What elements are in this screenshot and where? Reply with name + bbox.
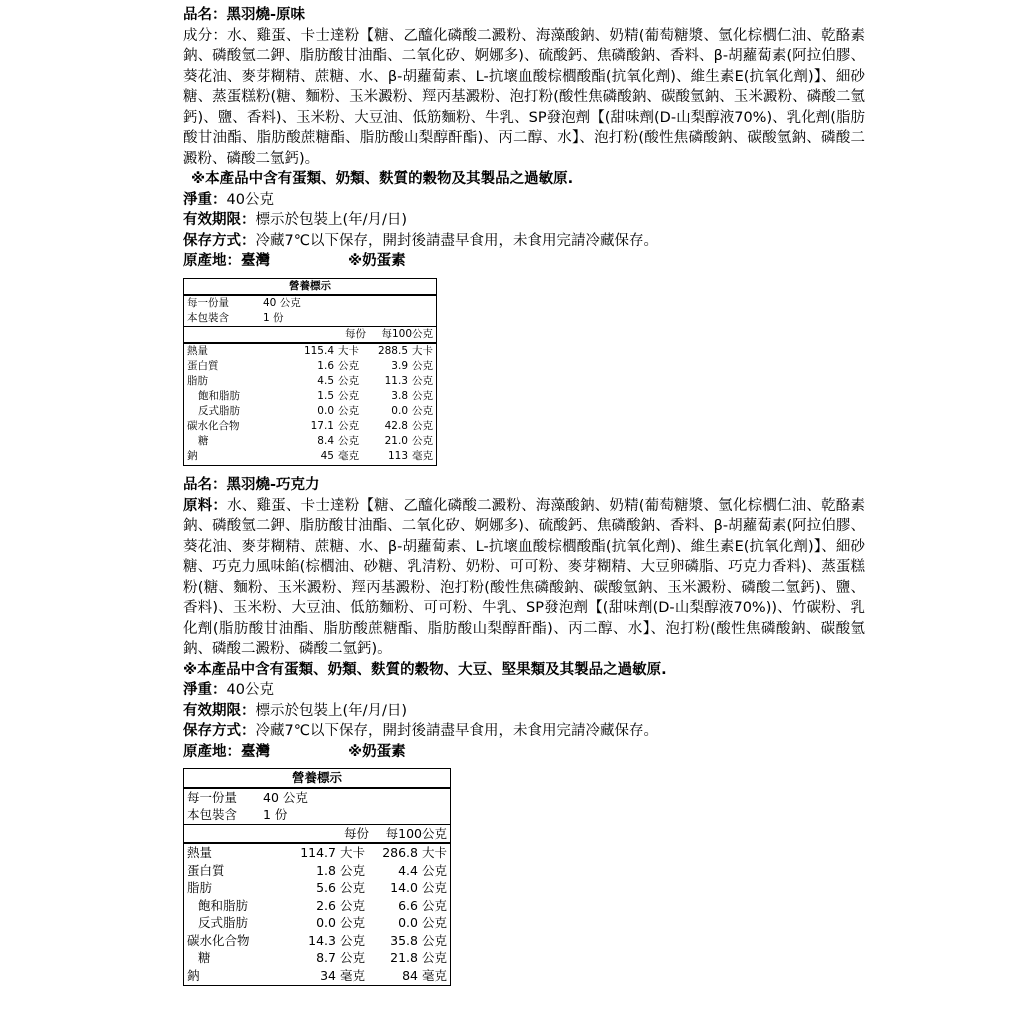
servings-per-pack-row: 本包裝含 1 份: [184, 806, 450, 825]
per-serving-unit: 公克: [338, 389, 359, 402]
product-name: 品名：黑羽燒-巧克力: [183, 477, 320, 493]
nutrition-row: [184, 897, 450, 915]
ingredients: 原料：水、雞蛋、卡士達粉【糖、乙醯化磷酸二澱粉、海藻酸鈉、奶精(葡萄糖漿、氫化棕櫚仁油、乾酪素鈉、磷酸氫二鉀、脂肪酸甘油酯、二氧化矽、婀娜多)、硫酸鈣、焦磷酸鈉、香料、β-胡蘿蔔素(阿拉伯膠、葵花油、麥芽糊精、蔗糖、水、β-胡蘿蔔素、L-抗壞血酸棕櫚酸酯(抗氧化劑)、維生素E(抗氧化劑)】、細砂糖、巧克力風味餡(棕櫚油、砂糖、乳清粉、奶粉、可可粉、麥芽糊精、大豆卵磷脂、巧克力香料)、蒸蛋糕粉(糖、麵粉、玉米澱粉、羥丙基澱粉、泡打粉(酸性焦磷酸鈉、碳酸氫鈉、玉米澱粉、磷酸二氫鈣)、鹽、香料)、玉米粉、大豆油、低筋麵粉、可可粉、牛乳、SP發泡劑【(甜味劑(D-山梨醇液70%))、竹碳粉、乳化劑(脂肪酸甘油酯、脂肪酸蔗糖酯、脂肪酸山梨醇酐酯)、丙二醇、水】、泡打粉(酸性焦磷酸鈉、碳酸氫鈉、磷酸二澱粉、磷酸二氫鈣)。: [183, 497, 865, 657]
per-serving-unit: 公克: [338, 419, 359, 432]
per-serving-unit: 毫克: [340, 967, 366, 983]
per-100g-value: 11.3: [384, 374, 408, 387]
nutrient-name: 熱量: [187, 845, 213, 860]
nutrition-row: [184, 949, 450, 967]
nutrition-row: [184, 844, 450, 862]
per-100g-value: 0.0: [398, 915, 418, 930]
product-label-chocolate: [183, 475, 865, 986]
nutrient-name: 糖: [198, 950, 211, 965]
per-100g-unit: 毫克: [412, 449, 433, 462]
nutrition-table: [183, 768, 451, 986]
per-serving-unit: 大卡: [340, 845, 366, 860]
product-name: 品名：黑羽燒-原味: [183, 7, 306, 23]
per-100g-unit: 公克: [412, 374, 433, 387]
net-weight: 淨重：40公克: [183, 191, 274, 208]
per-serving-value: 0.0: [317, 404, 334, 417]
nutrient-name: 反式脂肪: [198, 915, 249, 930]
per-serving-value: 1.6: [317, 359, 334, 372]
per-serving-unit: 公克: [340, 862, 366, 878]
per-serving-unit: 公克: [340, 950, 366, 965]
nutrition-row: [184, 449, 436, 464]
nutrient-name: 蛋白質: [187, 359, 219, 372]
nutrition-row: [184, 344, 436, 359]
per-serving-value: 114.7: [300, 845, 336, 860]
per-serving-value: 4.5: [317, 374, 334, 387]
nutrition-row: [184, 862, 450, 880]
per-100g-unit: 公克: [422, 950, 448, 965]
nutrition-column-header: 每份 每100公克: [184, 327, 436, 344]
per-serving-unit: 大卡: [338, 344, 359, 357]
per-serving-value: 17.1: [310, 419, 334, 432]
origin: 原產地：臺灣 ※奶蛋素: [183, 251, 865, 272]
origin: 原產地：臺灣 ※奶蛋素: [183, 742, 865, 763]
per-100g-unit: 公克: [422, 932, 448, 948]
nutrient-name: 飽和脂肪: [198, 389, 240, 402]
per-serving-unit: 公克: [338, 404, 359, 417]
per-100g-unit: 公克: [422, 897, 448, 913]
nutrition-row: [184, 374, 436, 389]
nutrient-name: 碳水化合物: [187, 419, 240, 432]
per-100g-value: 0.0: [391, 404, 408, 417]
per-serving-unit: 公克: [340, 932, 366, 948]
nutrition-row: [184, 879, 450, 897]
per-100g-unit: 大卡: [422, 845, 448, 860]
per-serving-unit: 毫克: [338, 449, 359, 462]
per-serving-value: 115.4: [303, 344, 334, 357]
per-100g-value: 3.8: [391, 389, 408, 402]
nutrient-name: 鈉: [187, 967, 200, 983]
net-weight: 淨重：40公克: [183, 682, 274, 698]
per-100g-unit: 公克: [412, 434, 433, 447]
vegetarian-note: ※奶蛋素: [348, 253, 406, 269]
per-serving-value: 8.4: [317, 434, 334, 447]
per-100g-value: 3.9: [391, 359, 408, 372]
per-100g-value: 113: [387, 449, 408, 462]
per-serving-unit: 公克: [340, 880, 366, 895]
nutrition-row: [184, 419, 436, 434]
per-100g-unit: 公克: [422, 862, 448, 878]
nutrient-name: 脂肪: [187, 880, 213, 895]
per-100g-value: 84: [402, 967, 418, 983]
nutrition-column-header: 每份 每100公克: [184, 825, 450, 845]
servings-per-pack-row: 本包裝含 1 份: [184, 311, 436, 327]
ingredients: 成分：水、雞蛋、卡士達粉【糖、乙醯化磷酸二澱粉、海藻酸鈉、奶精(葡萄糖漿、氫化棕櫚仁油、乾酪素鈉、磷酸氫二鉀、脂肪酸甘油酯、二氧化矽、婀娜多)、硫酸鈣、焦磷酸鈉、香料、β-胡蘿蔔素(阿拉伯膠、葵花油、麥芽糊精、蔗糖、水、β-胡蘿蔔素、L-抗壞血酸棕櫚酸酯(抗氧化劑)、維生素E(抗氧化劑)】、細砂糖、蒸蛋糕粉(糖、麵粉、玉米澱粉、羥丙基澱粉、泡打粉(酸性焦磷酸鈉、碳酸氫鈉、玉米澱粉、磷酸二氫鈣)、鹽、香料)、玉米粉、大豆油、低筋麵粉、牛乳、SP發泡劑【(甜味劑(D-山梨醇液70%)、乳化劑(脂肪酸甘油酯、脂肪酸蔗糖酯、脂肪酸山梨醇酐酯)、丙二醇、水】、泡打粉(酸性焦磷酸鈉、碳酸氫鈉、磷酸二澱粉、磷酸二氫鈣)。: [183, 27, 865, 167]
nutrition-rows: [184, 844, 450, 985]
per-100g-value: 4.4: [398, 862, 418, 878]
nutrient-name: 飽和脂肪: [198, 897, 249, 913]
per-serving-value: 14.3: [308, 932, 336, 948]
nutrition-row: [184, 932, 450, 950]
per-100g-value: 21.8: [390, 950, 418, 965]
per-serving-unit: 公克: [340, 897, 366, 913]
product-label-original: [183, 5, 865, 466]
per-serving-value: 8.7: [316, 950, 336, 965]
allergen-note: ※本產品中含有蛋類、奶類、麩質的穀物、大豆、堅果類及其製品之過敏原.: [183, 661, 667, 678]
nutrition-row: [184, 914, 450, 932]
nutrition-row: [184, 404, 436, 419]
per-serving-unit: 公克: [340, 915, 366, 930]
per-100g-unit: 公克: [422, 880, 448, 895]
expiry: 有效期限：標示於包裝上(年/月/日): [183, 702, 408, 719]
per-100g-value: 42.8: [384, 419, 408, 432]
per-serving-value: 1.5: [317, 389, 334, 402]
per-serving-value: 2.6: [316, 897, 336, 913]
nutrition-table: [183, 278, 437, 466]
nutrient-name: 脂肪: [187, 374, 208, 387]
per-100g-unit: 公克: [412, 389, 433, 402]
per-serving-unit: 公克: [338, 359, 359, 372]
per-100g-value: 288.5: [377, 344, 408, 357]
nutrition-row: [184, 434, 436, 449]
per-100g-unit: 大卡: [412, 344, 433, 357]
per-100g-value: 6.6: [398, 897, 418, 913]
per-serving-value: 45: [320, 449, 334, 462]
per-100g-unit: 公克: [412, 419, 433, 432]
nutrient-name: 糖: [198, 434, 209, 447]
nutrient-name: 鈉: [187, 449, 198, 462]
storage: 保存方式：冷藏7℃以下保存，開封後請盡早食用，未食用完請冷藏保存。: [183, 232, 659, 249]
nutrient-name: 反式脂肪: [198, 404, 240, 417]
vegetarian-note: ※奶蛋素: [348, 743, 406, 760]
nutrition-rows: [184, 344, 436, 465]
per-100g-value: 21.0: [384, 434, 408, 447]
per-100g-unit: 公克: [412, 359, 433, 372]
per-serving-value: 0.0: [316, 915, 336, 930]
per-100g-value: 35.8: [390, 932, 418, 948]
per-serving-value: 1.8: [316, 862, 336, 878]
nutrition-title: 營養標示: [184, 769, 450, 789]
nutrient-name: 熱量: [187, 344, 208, 357]
nutrition-row: [184, 967, 450, 985]
per-100g-unit: 公克: [422, 915, 448, 930]
per-100g-value: 14.0: [390, 880, 418, 895]
nutrient-name: 蛋白質: [187, 862, 225, 878]
per-serving-value: 5.6: [316, 880, 336, 895]
serving-size-row: 每一份量 40 公克: [187, 789, 308, 805]
allergen-note: ※本產品中含有蛋類、奶類、麩質的穀物及其製品之過敏原.: [191, 171, 574, 187]
per-100g-unit: 毫克: [422, 967, 448, 983]
per-100g-value: 286.8: [382, 845, 418, 860]
per-serving-unit: 公克: [338, 374, 359, 387]
per-serving-unit: 公克: [338, 434, 359, 447]
expiry: 有效期限：標示於包裝上(年/月/日): [183, 212, 408, 228]
nutrient-name: 碳水化合物: [187, 932, 250, 948]
serving-size-row: 每一份量 40 公克: [187, 296, 301, 309]
nutrition-title: 營養標示: [184, 279, 436, 296]
per-serving-value: 34: [320, 967, 336, 983]
storage: 保存方式：冷藏7℃以下保存，開封後請盡早食用，未食用完請冷藏保存。: [183, 723, 659, 739]
nutrition-row: [184, 389, 436, 404]
nutrition-row: [184, 359, 436, 374]
per-100g-unit: 公克: [412, 404, 433, 417]
